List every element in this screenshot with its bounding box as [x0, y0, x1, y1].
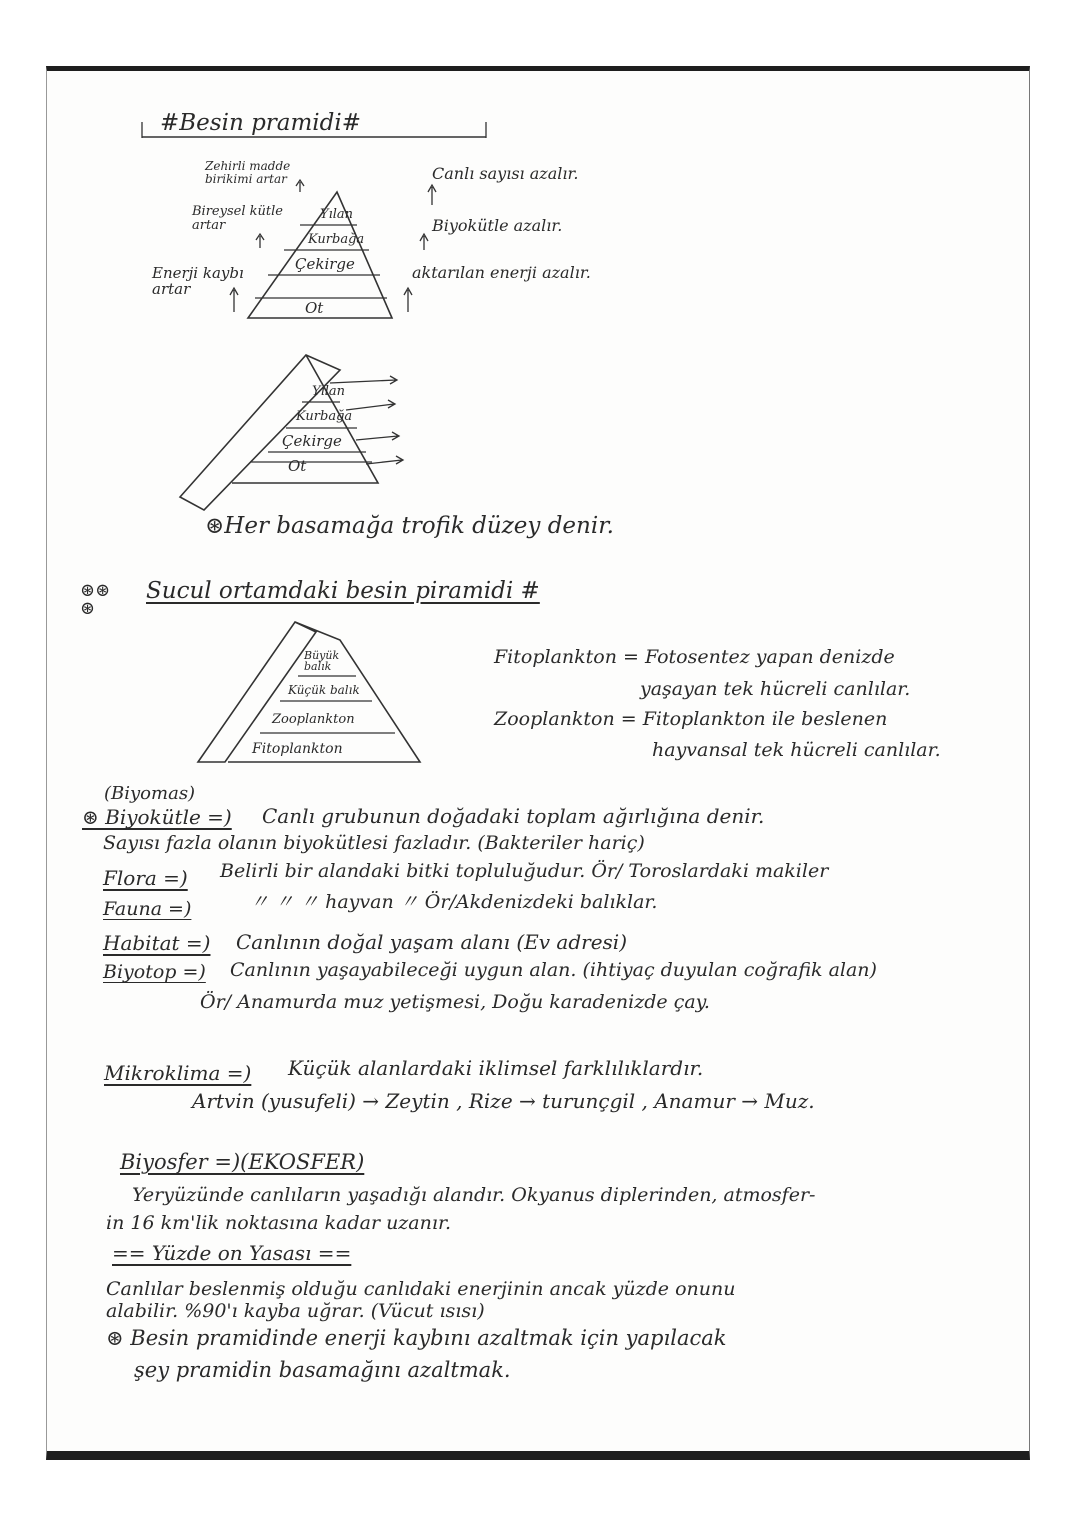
land-level-yilan: Yılan: [320, 207, 354, 222]
biyotop-example: Ör/ Anamurda muz yetişmesi, Doğu karadenizde çay.: [200, 991, 710, 1013]
aquatic-heading-marks: ⊛⊛ ⊛: [80, 580, 111, 619]
aquatic-level-buyuk-balik: Büyük balık: [304, 649, 340, 673]
fauna-def: 〃 〃 〃 hayvan 〃 Ör/Akdenizdeki balıklar.: [250, 891, 658, 913]
angled-level-ot: Ot: [288, 457, 307, 475]
fauna-term: Fauna =): [103, 898, 192, 920]
aquatic-heading: Sucul ortamdaki besin piramidi #: [146, 578, 540, 604]
biyotop-term: Biyotop =): [103, 961, 206, 983]
biyokutle-note: Sayısı fazla olanın biyokütlesi fazladır. (Bakteriler hariç): [103, 832, 645, 854]
flora-def: Belirli bir alandaki bitki topluluğudur. Ör/ Toroslardaki makiler: [220, 860, 829, 882]
biyokutle-def: Canlı grubunun doğadaki toplam ağırlığına denir.: [262, 804, 765, 828]
aquatic-level-zooplankton: Zooplankton: [272, 712, 355, 727]
trophic-level-note: ⊛Her basamağa trofik düzey denir.: [205, 513, 614, 539]
def-fitoplankton-1: Fitoplankton = Fotosentez yapan denizde: [494, 646, 895, 668]
note-energy-decreases: aktarılan enerji azalır.: [412, 263, 591, 282]
yuzde-on-line-4: şey pramidin basamağını azaltmak.: [134, 1358, 511, 1382]
def-zooplankton-1: Zooplankton = Fitoplankton ile beslenen: [494, 708, 888, 730]
angled-level-kurbaga: Kurbağa: [296, 409, 353, 424]
habitat-def: Canlının doğal yaşam alanı (Ev adresi): [236, 930, 627, 954]
land-level-kurbaga: Kurbağa: [308, 232, 365, 247]
note-count-decreases: Canlı sayısı azalır.: [432, 164, 579, 183]
yuzde-on-line-1: Canlılar beslenmiş olduğu canlıdaki enerjinin ancak yüzde onunu: [106, 1278, 736, 1300]
biyosfer-def-1: Yeryüzünde canlıların yaşadığı alandır. Okyanus diplerinden, atmosfer-: [132, 1184, 816, 1206]
def-fitoplankton-2: yaşayan tek hücreli canlılar.: [640, 678, 911, 700]
habitat-term: Habitat =): [103, 931, 211, 955]
biyomas-label: (Biyomas): [104, 783, 196, 804]
note-biomass-decreases: Biyokütle azalır.: [432, 216, 563, 235]
mikroklima-example: Artvin (yusufeli) → Zeytin , Rize → turunçgil , Anamur → Muz.: [192, 1089, 815, 1113]
page-title: #Besin pramidi#: [160, 110, 362, 136]
yuzde-on-line-3: ⊛ Besin pramidinde enerji kaybını azaltmak için yapılacak: [106, 1326, 727, 1350]
aquatic-level-fitoplankton: Fitoplankton: [252, 741, 343, 757]
aquatic-level-kucuk-balik: Küçük balık: [288, 683, 360, 697]
yuzde-on-line-2: alabilir. %90'ı kayba uğrar. (Vücut ısısı): [106, 1300, 485, 1322]
biyotop-def: Canlının yaşayabileceği uygun alan. (ihtiyaç duyulan coğrafik alan): [230, 959, 877, 981]
land-level-cekirge: Çekirge: [295, 255, 355, 273]
note-individual-biomass: Bireysel kütle artar: [192, 204, 283, 233]
land-level-ot: Ot: [305, 299, 324, 317]
biyokutle-term: ⊛ Biyokütle =): [82, 805, 232, 829]
biyosfer-term: Biyosfer =)(EKOSFER): [120, 1150, 365, 1174]
biyosfer-def-2: in 16 km'lik noktasına kadar uzanır.: [106, 1212, 451, 1234]
yuzde-on-heading: == Yüzde on Yasası ==: [112, 1241, 352, 1265]
flora-term: Flora =): [103, 866, 188, 890]
angled-level-yilan: Yılan: [312, 384, 346, 399]
mikroklima-term: Mikroklima =): [104, 1061, 252, 1085]
note-energy-loss: Enerji kaybı artar: [152, 264, 244, 298]
def-zooplankton-2: hayvansal tek hücreli canlılar.: [652, 739, 941, 761]
note-toxin: Zehirli madde birikimi artar: [205, 159, 291, 186]
mikroklima-def: Küçük alanlardaki iklimsel farklılıklardır.: [288, 1056, 704, 1080]
angled-level-cekirge: Çekirge: [282, 432, 342, 450]
